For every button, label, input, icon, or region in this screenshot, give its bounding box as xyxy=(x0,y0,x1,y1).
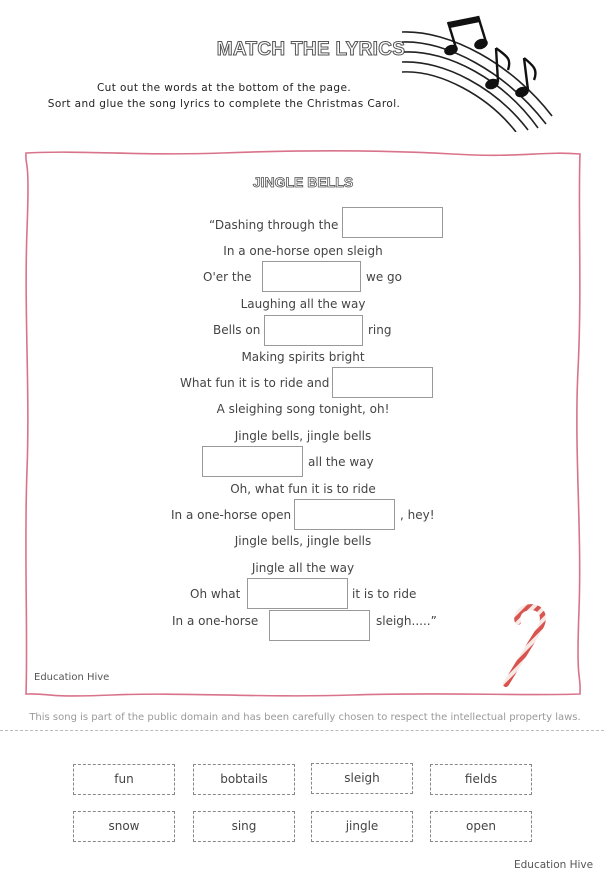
blank-box-7[interactable] xyxy=(247,578,348,609)
lyric-line-12-start: In a one-horse open xyxy=(171,508,292,522)
lyric-line-6: Making spirits bright xyxy=(241,350,365,364)
blank-box-6[interactable] xyxy=(294,499,395,530)
word-card-open[interactable]: open xyxy=(430,811,532,842)
blank-box-3[interactable] xyxy=(264,315,363,346)
lyric-line-10: all the way xyxy=(308,455,374,469)
blank-box-2[interactable] xyxy=(262,261,361,292)
lyric-line-4: Laughing all the way xyxy=(240,297,366,311)
lyric-line-7: What fun it is to ride and xyxy=(180,376,330,390)
song-title: JINGLE BELLS xyxy=(252,174,354,190)
word-card-sleigh[interactable]: sleigh xyxy=(311,763,413,794)
lyric-line-16-start: In a one-horse xyxy=(172,614,259,628)
lyric-line-14: Jingle all the way xyxy=(251,561,355,575)
page-title: MATCH THE LYRICS xyxy=(216,39,406,60)
lyric-line-8: A sleighing song tonight, oh! xyxy=(216,402,390,416)
blank-box-4[interactable] xyxy=(332,367,433,398)
footer-credit: Education Hive xyxy=(514,859,594,871)
lyric-line-5-start: Bells on xyxy=(213,323,261,337)
lyric-line-9: Jingle bells, jingle bells xyxy=(234,429,372,443)
lyric-line-11: Oh, what fun it is to ride xyxy=(230,482,376,496)
lyric-line-5-end: ring xyxy=(368,323,392,337)
word-card-fun[interactable]: fun xyxy=(73,764,175,795)
blank-box-8[interactable] xyxy=(269,610,370,641)
word-card-fields[interactable]: fields xyxy=(430,764,532,795)
lyric-line-13: Jingle bells, jingle bells xyxy=(234,534,372,548)
blank-box-5[interactable] xyxy=(202,446,303,477)
instruction-line-1: Cut out the words at the bottom of the page. xyxy=(96,82,352,94)
lyric-line-3-end: we go xyxy=(366,270,402,284)
word-card-jingle[interactable]: jingle xyxy=(311,811,413,842)
music-notes-icon xyxy=(396,12,556,132)
candy-cane-icon xyxy=(498,600,558,688)
lyric-line-2: In a one-horse open sleigh xyxy=(223,244,383,258)
lyric-line-16-end: sleigh.....” xyxy=(376,614,437,628)
credit-text: Education Hive xyxy=(34,672,110,683)
word-card-sing[interactable]: sing xyxy=(193,811,295,842)
word-card-bobtails[interactable]: bobtails xyxy=(193,764,295,795)
lyric-line-15-start: Oh what xyxy=(190,587,241,601)
public-domain-notice: This song is part of the public domain and has been carefully chosen to respect the intellectual property laws. xyxy=(29,712,581,723)
word-card-snow[interactable]: snow xyxy=(73,811,175,842)
lyric-line-12-end: , hey! xyxy=(400,508,435,522)
cut-line xyxy=(0,730,604,731)
lyric-line-3-start: O'er the xyxy=(203,270,252,284)
instruction-line-2: Sort and glue the song lyrics to complete the Christmas Carol. xyxy=(47,98,401,110)
blank-box-1[interactable] xyxy=(342,207,443,238)
lyric-line-15-end: it is to ride xyxy=(352,587,417,601)
lyric-line-1: “Dashing through the xyxy=(209,218,339,232)
